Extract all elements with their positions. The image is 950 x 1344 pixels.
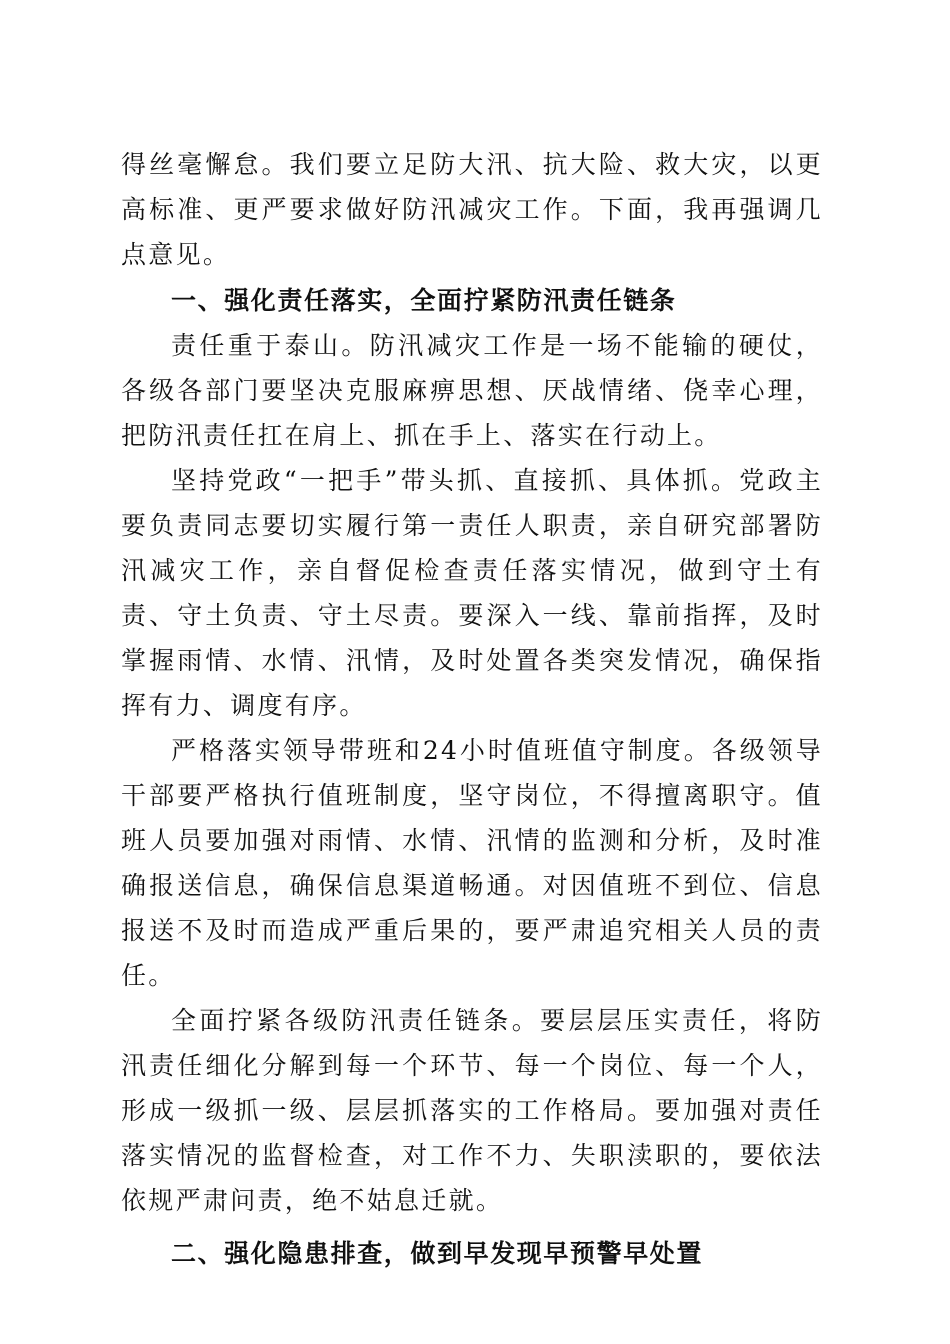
- paragraph-party-leaders: 坚持党政“一把手”带头抓、直接抓、具体抓。党政主要负责同志要切实履行第一责任人职责，亲自研究部署防汛减灾工作，亲自督促检查责任落实情况，做到守土有责、守土负责、守土尽责。要深入一线、靠前指挥，及时掌握雨情、水情、汛情，及时处置各类突发情况，确保指挥有力、调度有序。: [121, 466, 823, 720]
- paragraph-responsibility-chain: 全面拧紧各级防汛责任链条。要层层压实责任，将防汛责任细化分解到每一个环节、每一个岗位、每一个人，形成一级抓一级、层层抓落实的工作格局。要加强对责任落实情况的监督检查，对工作不力、失职渎职的，要依法依规严肃问责，绝不姑息迁就。: [121, 1006, 823, 1215]
- paragraph-responsibility-intro: 责任重于泰山。防汛减灾工作是一场不能输的硬仗，各级各部门要坚决克服麻痹思想、厌战情绪、侥幸心理，把防汛责任扛在肩上、抓在手上、落实在行动上。: [121, 331, 823, 450]
- section-heading-1: 一、强化责任落实，全面拧紧防汛责任链条: [171, 286, 677, 315]
- document-page: [121, 142, 823, 1276]
- paragraph-duty-system: 严格落实领导带班和24小时值班值守制度。各级领导干部要严格执行值班制度，坚守岗位，不得擅离职守。值班人员要加强对雨情、水情、汛情的监测和分析，及时准确报送信息，确保信息渠道畅通。对因值班不到位、信息报送不及时而造成严重后果的，要严肃追究相关人员的责任。: [121, 736, 823, 990]
- section-heading-2: 二、强化隐患排查，做到早发现早预警早处置: [171, 1239, 704, 1268]
- paragraph-continuation: 得丝毫懈怠。我们要立足防大汛、抗大险、救大灾，以更高标准、更严要求做好防汛减灾工作。下面，我再强调几点意见。: [121, 150, 823, 269]
